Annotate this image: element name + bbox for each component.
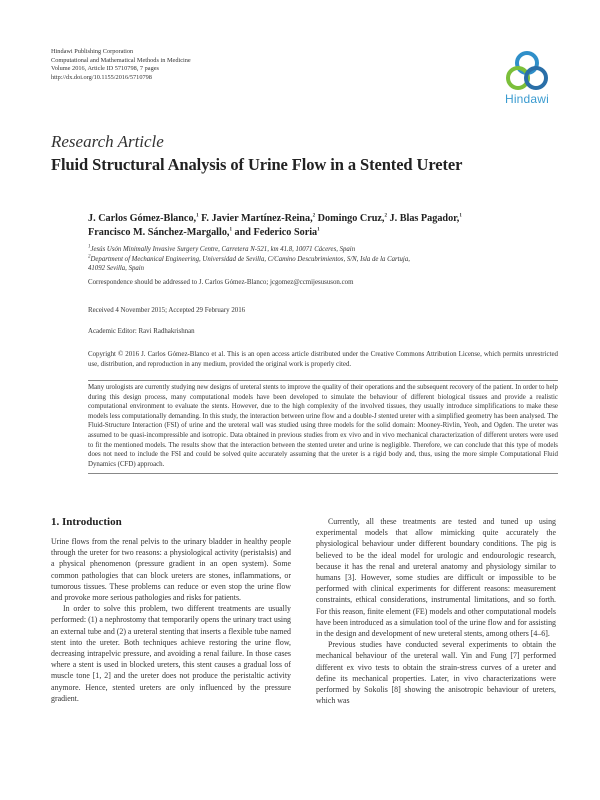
author-name[interactable]: J. Carlos Gómez-Blanco, <box>88 213 197 224</box>
author-list <box>88 212 558 239</box>
affiliation-marker: 1 <box>88 244 91 250</box>
affiliation-marker: 2 <box>88 254 91 260</box>
paragraph: Currently, all these treatments are tested and tuned up using experimental models that allow mimicking quite accurately the physiological behaviour under different boundary conditions. The pig is believed to be the ideal model for urologic and endourologic research, because it has the renal and ureteral anatomy and physiology similar to humans [3]. However, some studies are difficult or impossible to be performed with clinical experiments for different reasons: measurement constraints, ethical considerations, instrumental limitations, and so forth. For this reason, finite element (FE) models and other computational models have been introduced as a simulation tool of the urine flow and for assisting in the design and development of new ureteral stents, among others [4–6]. <box>316 517 556 639</box>
affiliation-marker: 2 <box>312 213 316 219</box>
affiliation-marker: 1 <box>459 213 462 219</box>
body-column-right <box>316 516 556 706</box>
affiliation-text: 41092 Sevilla, Spain <box>88 265 145 273</box>
abstract: Many urologists are currently studying new designs of ureteral stents to improve the quality of their operations and the subsequent recovery of the patient. In order to help during this design process, many computational models have been developed to simulate the behaviour of different biological tissues and provide a realistic computational environment to evaluate the stents. However, due to the high complexity of the involved tissues, they usually introduce simplifications to make these models less computationally demanding. In this study, the interaction between urine flow and a double-J stented ureter with a simplified geometry has been analysed. The Fluid-Structure Interaction (FSI) of urine and the ureteral wall was studied using three models for the solid domain: Mooney-Rivlin, Yeoh, and Ogden. The ureter was assumed to be quasi-incompressible and isotropic. Data obtained in previous studies from ex vivo and in vivo mechanical characterization of different ureters were used to fit the mentioned models. The results show that the interaction between the stented ureter and urine is negligible. Therefore, we can conclude that this type of models does not need to include the FSI and could be solved quite accurately assuming that the ureter is a rigid body and, thus, using the more simple Computational Fluid Dynamics (CFD) approach. <box>88 380 558 474</box>
volume-info: Volume 2016, Article ID 5710798, 7 pages <box>51 65 159 73</box>
affiliation-marker: 1 <box>196 213 199 219</box>
academic-editor: Academic Editor: Ravi Radhakrishnan <box>88 328 195 335</box>
body-column-left <box>51 536 291 704</box>
affiliation-1 <box>88 245 355 254</box>
affiliation-2 <box>88 255 410 273</box>
affiliation-marker: 1 <box>317 227 320 233</box>
copyright-notice: Copyright © 2016 J. Carlos Gómez-Blanco et al. This is an open access article distributed under the Creative Commons Attribution License, which permits unrestricted use, distribution, and reproduction in any medium, provided the original work is properly cited. <box>88 351 558 368</box>
author-name[interactable]: Federico Soria <box>253 226 318 238</box>
affiliation-marker: 2 <box>384 213 387 219</box>
author-name[interactable]: Francisco M. Sánchez-Margallo, <box>88 226 230 238</box>
paragraph: Urine flows from the renal pelvis to the urinary bladder in healthy people through the ureter for two reasons: a physiological activity (peristalsis) and a physical phenomenon (pressure gradient in an open system). Some common pathologies that can block ureters are stones, inflammations, or tumorous tissues. These problems can reduce or even stop the urine flow and provoke more serious pathologies and risks for patients. <box>51 537 291 603</box>
page-title: Fluid Structural Analysis of Urine Flow in a Stented Ureter <box>51 155 463 174</box>
affiliation-text: Jesús Usón Minimally Invasive Surgery Centre, Carretera N-521, km 41.8, 10071 Cáceres, Spain <box>90 246 356 253</box>
paragraph: In order to solve this problem, two different treatments are usually performed: (1) a nephrostomy that temporarily opens the urinary tract using an external tube and (2) a ureteral stenting that inserts a flexible tube named stent into the ureter. Both techniques achieve restoring the urine flow, decreasing intrapelvic pressure, and avoiding a renal failure. In those cases where a stent is used in blocked ureters, this stent causes a gradual loss of muscle tone [1, 2] and the ureter does not produce the peristaltic activity anymore. Hence, stented ureters are only influenced by the pressure gradient. <box>51 604 291 703</box>
author-name[interactable]: Domingo Cruz, <box>317 213 385 224</box>
journal-name: Computational and Mathematical Methods in Medicine <box>51 56 191 64</box>
journal-header <box>51 48 191 82</box>
paragraph: Previous studies have conducted several experiments to obtain the mechanical behaviour of the ureteral wall. Yin and Fung [7] performed different ex vivo tests to obtain the strain-stress curves of a ureter and define its mechanical properties. Later, in vivo characterizations were performed by Sokolis [8] showing the anisotropic behaviour of ureters, which was <box>316 640 556 706</box>
author-name[interactable]: F. Javier Martínez-Reina, <box>201 213 313 224</box>
affiliation-marker: 1 <box>229 227 232 233</box>
correspondence: Correspondence should be addressed to J. Carlos Gómez-Blanco; jcgomez@ccmijesususon.com <box>88 279 354 286</box>
received-accepted-dates: Received 4 November 2015; Accepted 29 February 2016 <box>88 307 246 314</box>
author-conjunction: and <box>234 226 251 238</box>
affiliation-text: Department of Mechanical Engineering, Universidad de Sevilla, C/Camino Descubrimientos, S/N, Isla de la Cartuja, <box>90 256 410 263</box>
hindawi-logo-text: Hindawi <box>504 92 550 106</box>
doi-link[interactable]: http://dx.doi.org/10.1155/2016/5710798 <box>51 73 152 81</box>
publisher-name: Hindawi Publishing Corporation <box>51 48 134 55</box>
section-heading: 1. Introduction <box>51 516 122 528</box>
author-name[interactable]: J. Blas Pagador, <box>389 213 460 224</box>
article-type: Research Article <box>51 132 164 151</box>
